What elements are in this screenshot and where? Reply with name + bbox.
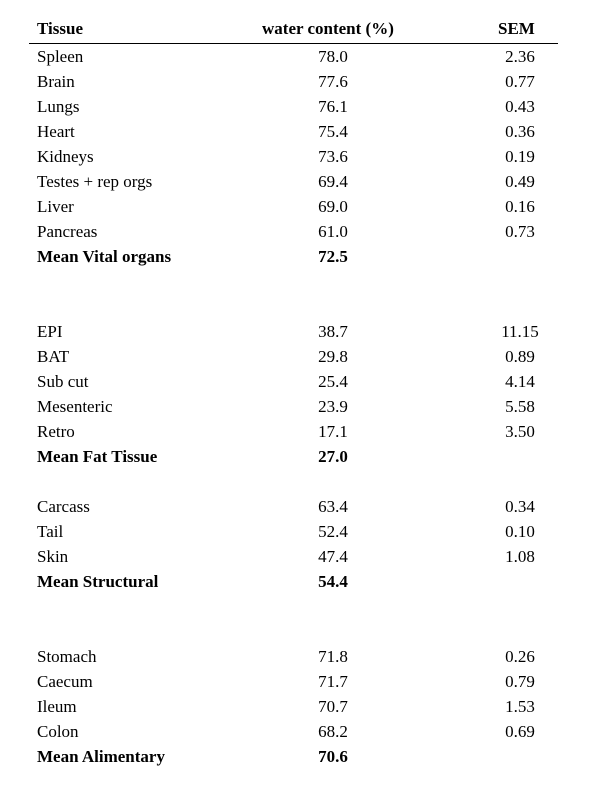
table-row: Testes + rep orgs 69.4 0.49 xyxy=(0,169,600,194)
table-row: Heart 75.4 0.36 xyxy=(0,119,600,144)
table-row: Spleen 78.0 2.36 xyxy=(0,44,600,69)
tissue-cell: Testes + rep orgs xyxy=(37,172,153,191)
table-row: Pancreas 61.0 0.73 xyxy=(0,219,600,244)
table-row: Tail 52.4 0.10 xyxy=(0,519,600,544)
mean-label: Mean Alimentary xyxy=(37,747,165,766)
table-row: Liver 69.0 0.16 xyxy=(0,194,600,219)
tissue-cell: Lungs xyxy=(37,97,80,116)
table-row: Retro 17.1 3.50 xyxy=(0,419,600,444)
tissue-cell: Sub cut xyxy=(37,372,89,391)
table-row: Brain 77.6 0.77 xyxy=(0,69,600,94)
tissue-cell: Skin xyxy=(37,547,69,566)
table-row: Mesenteric 23.9 5.58 xyxy=(0,394,600,419)
tissue-cell: Pancreas xyxy=(37,222,98,241)
tissue-cell: Spleen xyxy=(37,47,84,66)
tissue-cell: Heart xyxy=(37,122,75,141)
table-row: Caecum 71.7 0.79 xyxy=(0,669,600,694)
mean-label: Mean Vital organs xyxy=(37,247,172,266)
tissue-cell: Stomach xyxy=(37,647,97,666)
tissue-cell: Liver xyxy=(37,197,74,216)
table-row: Stomach 71.8 0.26 xyxy=(0,644,600,669)
mean-row: Mean Vital organs 72.5 xyxy=(0,244,600,269)
table-row: EPI 38.7 11.15 xyxy=(0,319,600,344)
mean-label: Mean Structural xyxy=(37,572,159,591)
table-row: Skin 47.4 1.08 xyxy=(0,544,600,569)
header-sem: SEM xyxy=(498,19,535,38)
table-row: Lungs 76.1 0.43 xyxy=(0,94,600,119)
table-row: Sub cut 25.4 4.14 xyxy=(0,369,600,394)
tissue-cell: Mesenteric xyxy=(37,397,113,416)
mean-row: Mean Structural 54.4 xyxy=(0,569,600,594)
tissue-cell: Brain xyxy=(37,72,75,91)
mean-label: Mean Fat Tissue xyxy=(37,447,158,466)
tissue-cell: Tail xyxy=(37,522,64,541)
tissue-cell: Colon xyxy=(37,722,79,741)
table-row: Colon 68.2 0.69 xyxy=(0,719,600,744)
header-tissue: Tissue xyxy=(37,19,83,38)
mean-row: Mean Fat Tissue 27.0 xyxy=(0,444,600,469)
table-row: BAT 29.8 0.89 xyxy=(0,344,600,369)
tissue-cell: Kidneys xyxy=(37,147,94,166)
tissue-cell: BAT xyxy=(37,347,70,366)
header-water-content: water content (%) xyxy=(262,19,394,38)
tissue-cell: Carcass xyxy=(37,497,90,516)
tissue-cell: EPI xyxy=(37,322,63,341)
tissue-cell: Ileum xyxy=(37,697,77,716)
table-row: Kidneys 73.6 0.19 xyxy=(0,144,600,169)
tissue-cell: Retro xyxy=(37,422,75,441)
tissue-cell: Caecum xyxy=(37,672,93,691)
table-row: Carcass 63.4 0.34 xyxy=(0,494,600,519)
table-row: Ileum 70.7 1.53 xyxy=(0,694,600,719)
mean-row: Mean Alimentary 70.6 xyxy=(0,744,600,769)
